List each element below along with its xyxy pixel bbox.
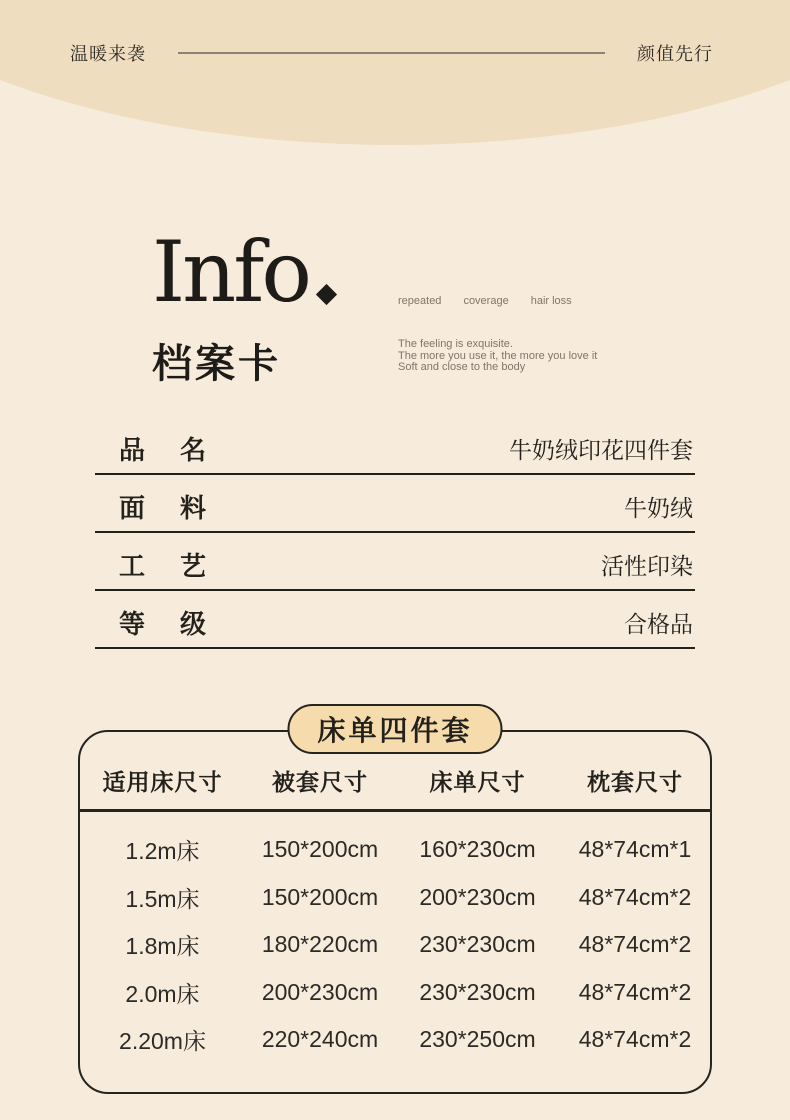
feature-description-line: The more you use it, the more you love it	[398, 349, 598, 362]
product-spec-list	[95, 417, 695, 649]
bed-size-cell: 1.5m床	[125, 885, 200, 912]
spec-value: 合格品	[624, 610, 693, 637]
top-tagline-bar	[70, 40, 713, 66]
tagline-divider-line	[178, 52, 605, 54]
sheet-size-cell: 160*230cm	[419, 836, 536, 863]
spec-row	[95, 475, 695, 533]
spec-label: 工艺	[119, 550, 242, 581]
duvet-cover-size-cell: 220*240cm	[261, 1026, 379, 1053]
feature-description-line: Soft and close to the body	[398, 361, 526, 373]
bed-size-cell: 2.0m床	[125, 980, 200, 1007]
feature-tag: repeated	[398, 295, 442, 307]
feature-description-line: The feeling is exquisite.	[398, 338, 513, 350]
bed-size-cell: 1.2m床	[125, 838, 200, 865]
size-table-header: 枕套尺寸	[587, 769, 683, 795]
table-row	[80, 1016, 710, 1064]
spec-value: 牛奶绒	[624, 494, 693, 521]
pillowcase-size-cell: 48*74cm*2	[578, 978, 692, 1005]
size-table-badge: 床单四件套	[287, 704, 502, 754]
spec-value: 活性印染	[601, 552, 693, 579]
table-row	[80, 826, 710, 874]
spec-value: 牛奶绒印花四件套	[509, 436, 693, 463]
feature-tag: coverage	[463, 295, 509, 307]
sheet-size-cell: 230*250cm	[419, 1026, 536, 1053]
info-period-diamond-icon	[316, 284, 337, 305]
spec-row	[95, 591, 695, 649]
size-table-header: 被套尺寸	[272, 769, 368, 795]
bed-size-cell: 2.20m床	[119, 1028, 206, 1055]
spec-label: 品名	[119, 434, 242, 465]
tagline-left: 温暖来袭	[70, 44, 146, 64]
pillowcase-size-cell: 48*74cm*2	[578, 1026, 692, 1053]
feature-tags-row	[398, 295, 597, 307]
bed-size-cell: 1.8m床	[125, 933, 200, 960]
pillowcase-size-cell: 48*74cm*2	[578, 883, 692, 910]
duvet-cover-size-cell: 200*230cm	[261, 978, 379, 1005]
duvet-cover-size-cell: 150*200cm	[261, 836, 379, 863]
size-table-body	[80, 812, 710, 1064]
spec-row	[95, 417, 695, 475]
feature-description	[398, 339, 597, 374]
info-wordmark	[152, 223, 334, 321]
info-subtitle: 档案卡	[152, 342, 281, 386]
info-wordmark-text: Info	[152, 223, 309, 321]
sheet-size-cell: 230*230cm	[419, 978, 536, 1005]
sheet-size-cell: 230*230cm	[419, 931, 536, 958]
english-blurb-block	[398, 295, 597, 374]
duvet-cover-size-cell: 180*220cm	[261, 931, 379, 958]
pillowcase-size-cell: 48*74cm*2	[578, 931, 692, 958]
spec-row	[95, 533, 695, 591]
tagline-right: 颜值先行	[637, 44, 713, 64]
duvet-cover-size-cell: 150*200cm	[261, 883, 379, 910]
spec-label: 等级	[119, 608, 242, 639]
top-curved-band	[0, 0, 790, 145]
spec-label: 面料	[119, 492, 242, 523]
size-table-header: 适用床尺寸	[102, 769, 223, 795]
table-row	[80, 921, 710, 969]
sheet-size-cell: 200*230cm	[419, 883, 536, 910]
table-row	[80, 969, 710, 1017]
feature-tag: hair loss	[530, 295, 572, 307]
table-row	[80, 874, 710, 922]
size-table-header: 床单尺寸	[429, 769, 526, 795]
info-logo-block	[152, 223, 334, 389]
pillowcase-size-cell: 48*74cm*1	[578, 836, 692, 863]
size-table	[78, 730, 712, 1094]
